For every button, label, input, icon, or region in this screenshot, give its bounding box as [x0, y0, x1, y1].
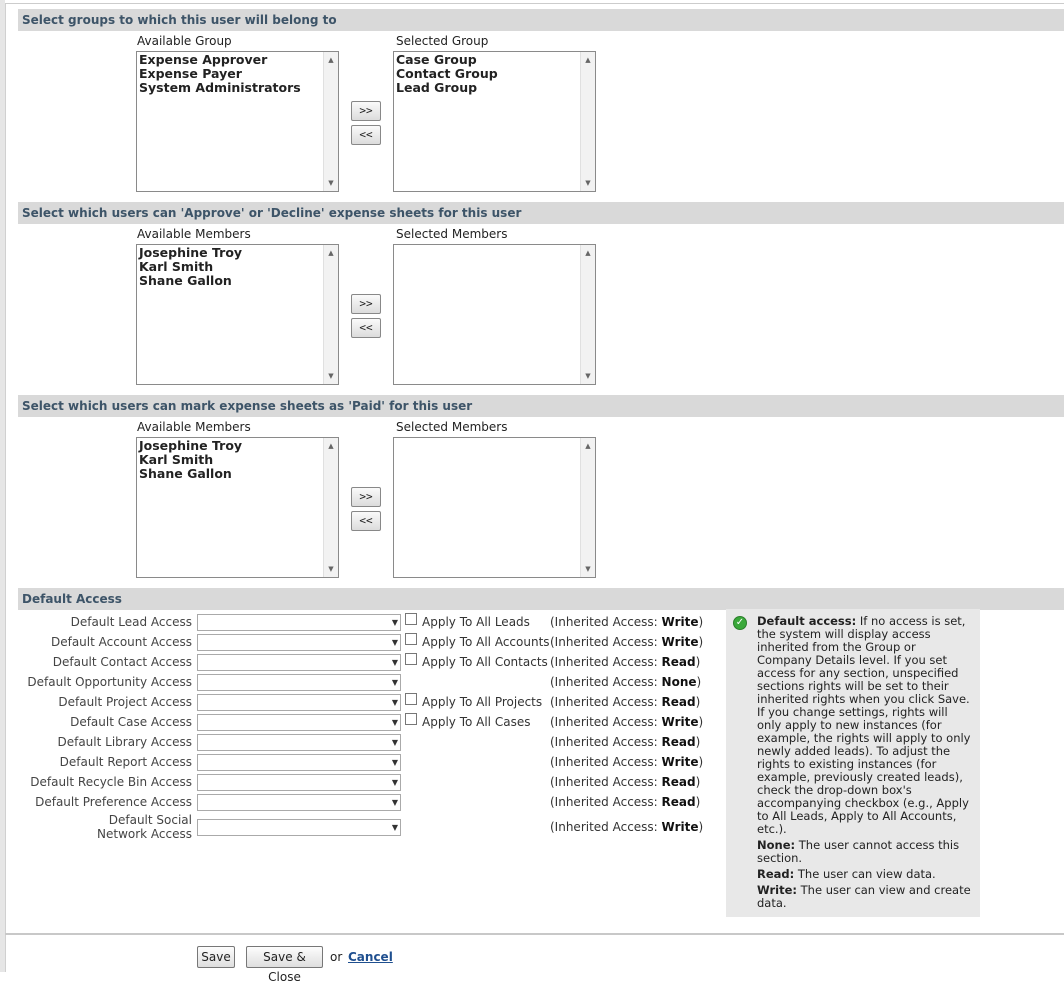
access-select[interactable] [197, 734, 401, 751]
inherited-access [550, 820, 703, 834]
inherited-prefix: (Inherited Access: [550, 775, 662, 789]
add-approver-button[interactable]: >> [351, 294, 381, 314]
apply-all-checkbox[interactable] [405, 713, 417, 725]
scroll-up-icon[interactable]: ▲ [328, 249, 334, 257]
left-frame-border [0, 0, 6, 972]
inherited-access [550, 735, 700, 749]
apply-all-label: Apply To All Projects [422, 695, 543, 709]
help-heading: Default access: [757, 614, 857, 628]
inherited-suffix: ) [696, 675, 702, 689]
inherited-value: Read [661, 775, 696, 789]
paid-section-header: Select which users can mark expense sheets as 'Paid' for this user [18, 395, 1064, 417]
access-select[interactable] [197, 694, 401, 711]
inherited-suffix: ) [698, 615, 704, 629]
list-item[interactable]: Expense Approver [139, 52, 268, 67]
paid-available-listbox[interactable] [136, 437, 339, 578]
chevron-down-icon: ▼ [391, 718, 398, 727]
inherited-access [550, 755, 703, 769]
scroll-up-icon[interactable]: ▲ [328, 56, 334, 64]
scroll-up-icon[interactable]: ▲ [585, 249, 591, 257]
approve-selected-listbox[interactable] [393, 244, 596, 385]
chevron-down-icon: ▼ [391, 618, 398, 627]
access-label: Default Project Access [58, 695, 192, 709]
help-none-text: The user cannot access this section. [757, 838, 960, 865]
access-label: Default Social Network Access [97, 813, 192, 841]
groups-section-header: Select groups to which this user will belong to [18, 9, 1064, 31]
paid-available-items [139, 439, 322, 481]
apply-all-label: Apply To All Cases [422, 715, 531, 729]
inherited-access [550, 695, 700, 709]
access-label: Default Account Access [50, 635, 192, 649]
access-label: Default Lead Access [70, 615, 192, 629]
scroll-up-icon[interactable]: ▲ [328, 442, 334, 450]
inherited-suffix: ) [695, 695, 701, 709]
access-label: Default Recycle Bin Access [30, 775, 192, 789]
inherited-access [550, 795, 700, 809]
access-select[interactable] [197, 634, 401, 651]
access-label: Default Library Access [57, 735, 192, 749]
available-groups-listbox[interactable] [136, 51, 339, 192]
access-select[interactable] [197, 794, 401, 811]
inherited-prefix: (Inherited Access: [550, 695, 662, 709]
apply-all-label: Apply To All Accounts [422, 635, 550, 649]
inherited-value: None [661, 675, 697, 689]
chevron-down-icon: ▼ [391, 738, 398, 747]
scrollbar[interactable] [580, 245, 595, 384]
chevron-down-icon: ▼ [391, 658, 398, 667]
scroll-down-icon[interactable]: ▼ [585, 179, 591, 187]
scroll-down-icon[interactable]: ▼ [328, 372, 334, 380]
access-select[interactable] [197, 774, 401, 791]
inherited-value: Read [661, 795, 696, 809]
approve-section-header: Select which users can 'Approve' or 'Decline' expense sheets for this user [18, 202, 1064, 224]
list-item[interactable]: Shane Gallon [139, 466, 232, 481]
access-label: Default Preference Access [35, 795, 192, 809]
inherited-prefix: (Inherited Access: [550, 675, 662, 689]
scroll-down-icon[interactable]: ▼ [585, 565, 591, 573]
inherited-prefix: (Inherited Access: [550, 820, 662, 834]
access-select[interactable] [197, 819, 401, 836]
inherited-suffix: ) [695, 735, 701, 749]
scrollbar[interactable] [323, 52, 338, 191]
inherited-access [550, 775, 700, 789]
inherited-value: Read [661, 735, 696, 749]
inherited-suffix: ) [698, 715, 704, 729]
approve-available-items [139, 246, 322, 288]
remove-payer-button[interactable]: << [351, 511, 381, 531]
selected-group-label: Selected Group [396, 34, 489, 48]
scroll-up-icon[interactable]: ▲ [585, 442, 591, 450]
chevron-down-icon: ▼ [391, 778, 398, 787]
or-text: or [330, 950, 343, 964]
inherited-access [550, 635, 703, 649]
apply-all-checkbox[interactable] [405, 613, 417, 625]
inherited-suffix: ) [695, 795, 701, 809]
access-select[interactable] [197, 654, 401, 671]
check-circle-icon: ✓ [733, 616, 747, 630]
help-write-term: Write: [757, 883, 797, 897]
approve-available-label: Available Members [137, 227, 251, 241]
access-select[interactable] [197, 714, 401, 731]
list-item[interactable]: Lead Group [396, 80, 478, 95]
chevron-down-icon: ▼ [391, 678, 398, 687]
default-access-header: Default Access [18, 588, 1064, 610]
default-access-help [726, 609, 980, 917]
scroll-down-icon[interactable]: ▼ [328, 179, 334, 187]
inherited-prefix: (Inherited Access: [550, 735, 662, 749]
chevron-down-icon: ▼ [391, 758, 398, 767]
list-item[interactable]: Case Group [396, 52, 477, 67]
inherited-suffix: ) [695, 775, 701, 789]
list-item[interactable]: Expense Payer [139, 66, 242, 81]
inherited-value: Read [661, 655, 696, 669]
scroll-down-icon[interactable]: ▼ [585, 372, 591, 380]
scroll-down-icon[interactable]: ▼ [328, 565, 334, 573]
apply-all-checkbox[interactable] [405, 653, 417, 665]
inherited-prefix: (Inherited Access: [550, 795, 662, 809]
inherited-prefix: (Inherited Access: [550, 635, 662, 649]
remove-approver-button[interactable]: << [351, 318, 381, 338]
chevron-down-icon: ▼ [391, 798, 398, 807]
add-group-button[interactable]: >> [351, 101, 381, 121]
add-payer-button[interactable]: >> [351, 487, 381, 507]
approve-selected-label: Selected Members [396, 227, 508, 241]
inherited-suffix: ) [698, 635, 704, 649]
available-group-label: Available Group [137, 34, 232, 48]
inherited-access [550, 615, 703, 629]
access-select[interactable] [197, 674, 401, 691]
save-close-button[interactable]: Save & Close [246, 946, 323, 968]
help-read-term: Read: [757, 867, 795, 881]
list-item[interactable]: Josephine Troy [139, 245, 243, 260]
list-item[interactable]: Karl Smith [139, 259, 214, 274]
inherited-prefix: (Inherited Access: [550, 615, 662, 629]
paid-available-label: Available Members [137, 420, 251, 434]
inherited-value: Write [661, 755, 699, 769]
footer-divider [5, 933, 1064, 935]
access-label: Default Opportunity Access [27, 675, 192, 689]
list-item[interactable]: Shane Gallon [139, 273, 232, 288]
inherited-value: Read [661, 695, 696, 709]
help-none-term: None: [757, 838, 796, 852]
save-button[interactable]: Save [197, 946, 235, 968]
list-item[interactable]: Contact Group [396, 66, 498, 81]
inherited-suffix: ) [695, 655, 701, 669]
scrollbar[interactable] [580, 52, 595, 191]
chevron-down-icon: ▼ [391, 698, 398, 707]
inherited-suffix: ) [698, 820, 704, 834]
scrollbar[interactable] [580, 438, 595, 577]
help-read-text: The user can view data. [797, 867, 936, 881]
inherited-access [550, 675, 701, 689]
access-label: Default Case Access [70, 715, 192, 729]
inherited-prefix: (Inherited Access: [550, 755, 662, 769]
apply-all-checkbox[interactable] [405, 693, 417, 705]
inherited-value: Write [661, 820, 699, 834]
help-write-text: The user can view and create data. [757, 883, 971, 910]
inherited-prefix: (Inherited Access: [550, 715, 662, 729]
access-label: Default Report Access [59, 755, 192, 769]
inherited-value: Write [661, 615, 699, 629]
remove-group-button[interactable]: << [351, 125, 381, 145]
list-item[interactable]: Karl Smith [139, 452, 214, 467]
scrollbar[interactable] [323, 245, 338, 384]
list-item[interactable]: System Administrators [139, 80, 301, 95]
chevron-down-icon: ▼ [391, 638, 398, 647]
access-label: Default Contact Access [52, 655, 192, 669]
inherited-value: Write [661, 715, 699, 729]
groups-available-items [139, 53, 322, 95]
apply-all-label: Apply To All Contacts [422, 655, 548, 669]
access-select[interactable] [197, 754, 401, 771]
groups-selected-items [396, 53, 579, 95]
paid-selected-label: Selected Members [396, 420, 508, 434]
inherited-access [550, 715, 703, 729]
access-select[interactable] [197, 614, 401, 631]
inherited-suffix: ) [698, 755, 704, 769]
top-border [5, 0, 1064, 4]
scrollbar[interactable] [323, 438, 338, 577]
scroll-up-icon[interactable]: ▲ [585, 56, 591, 64]
inherited-prefix: (Inherited Access: [550, 655, 662, 669]
help-body: If no access is set, the system will display access inherited from the Group or Company Details level. If you set access for any section, unspecified sections rights will be set to their inherited rights when you click Save. If you change settings, rights will only apply to new instances (for example, the rights will apply to only newly added leads). To adjust the rights to existing instances (for example, previously created leads), check the drop-down box's accompanying checkbox (e.g., Apply to All Leads, Apply to All Accounts, etc.). [757, 614, 971, 836]
cancel-link[interactable]: Cancel [348, 950, 393, 964]
approve-available-listbox[interactable] [136, 244, 339, 385]
apply-all-checkbox[interactable] [405, 633, 417, 645]
paid-selected-listbox[interactable] [393, 437, 596, 578]
list-item[interactable]: Josephine Troy [139, 438, 243, 453]
inherited-value: Write [661, 635, 699, 649]
chevron-down-icon: ▼ [391, 823, 398, 832]
selected-groups-listbox[interactable] [393, 51, 596, 192]
apply-all-label: Apply To All Leads [422, 615, 530, 629]
inherited-access [550, 655, 700, 669]
